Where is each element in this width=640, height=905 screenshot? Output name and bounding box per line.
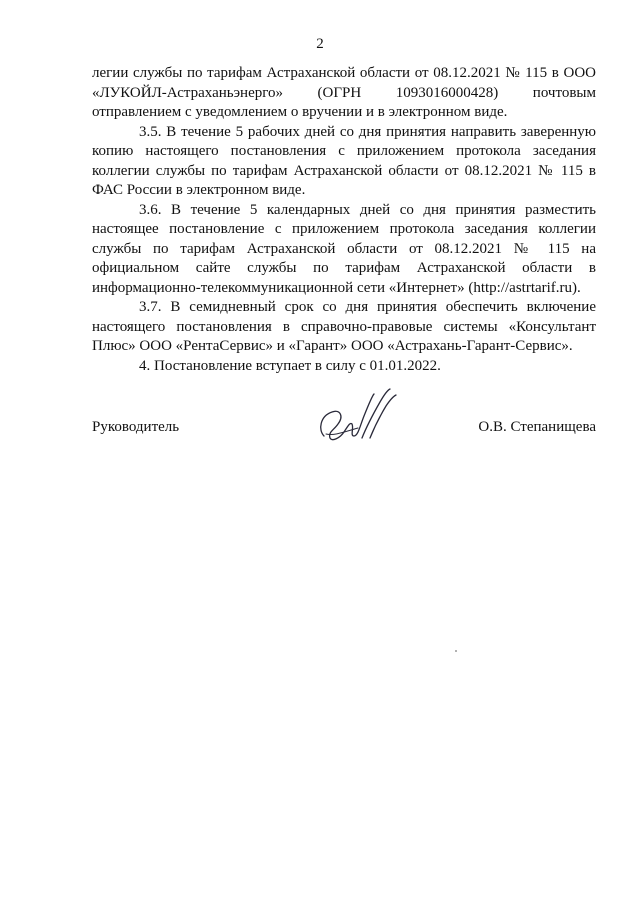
page-speck [455,650,457,652]
paragraph-3-7: 3.7. В семидневный срок со дня принятия обеспечить включение настоящего постановления в справочно-правовые системы «Консультант Плюс» ООО «РентаСервис» и «Гарант» ООО «Астрахань-Гарант-Сервис». [92,299,596,354]
paragraph-3-5: 3.5. В течение 5 рабочих дней со дня принятия направить заверенную копию настоящего постановления с приложением протокола заседания коллегии службы по тарифам Астраханской области от 08.12.2021 № 115 в ФАС России в электронном виде. [92,123,596,198]
paragraph-3-6: 3.6. В течение 5 календарных дней со дня принятия разместить настоящее постановление с приложением протокола заседания коллегии службы по тарифам Астраханской области от 08.12.2021 № 115 на официальном сайте службы по тарифам Астраханской области в информационно-телекоммуникационной сети «Интернет» (http://astrtarif.ru). [92,201,596,296]
page-number: 2 [316,36,324,52]
handwritten-signature [314,386,400,448]
paragraph-continuation: легии службы по тарифам Астраханской области от 08.12.2021 № 115 в ООО «ЛУКОЙЛ-Астраханьэнерго» (ОГРН 1093016000428) почтовым отправлением с уведомлением о вручении и в электронном виде. [92,65,596,120]
signer-name: О.В. Степанищева [478,419,596,435]
signature-block [92,386,596,456]
paragraph-4: 4. Постановление вступает в силу с 01.01.2022. [139,357,441,374]
document-body [92,64,596,376]
signer-title: Руководитель [92,419,180,435]
